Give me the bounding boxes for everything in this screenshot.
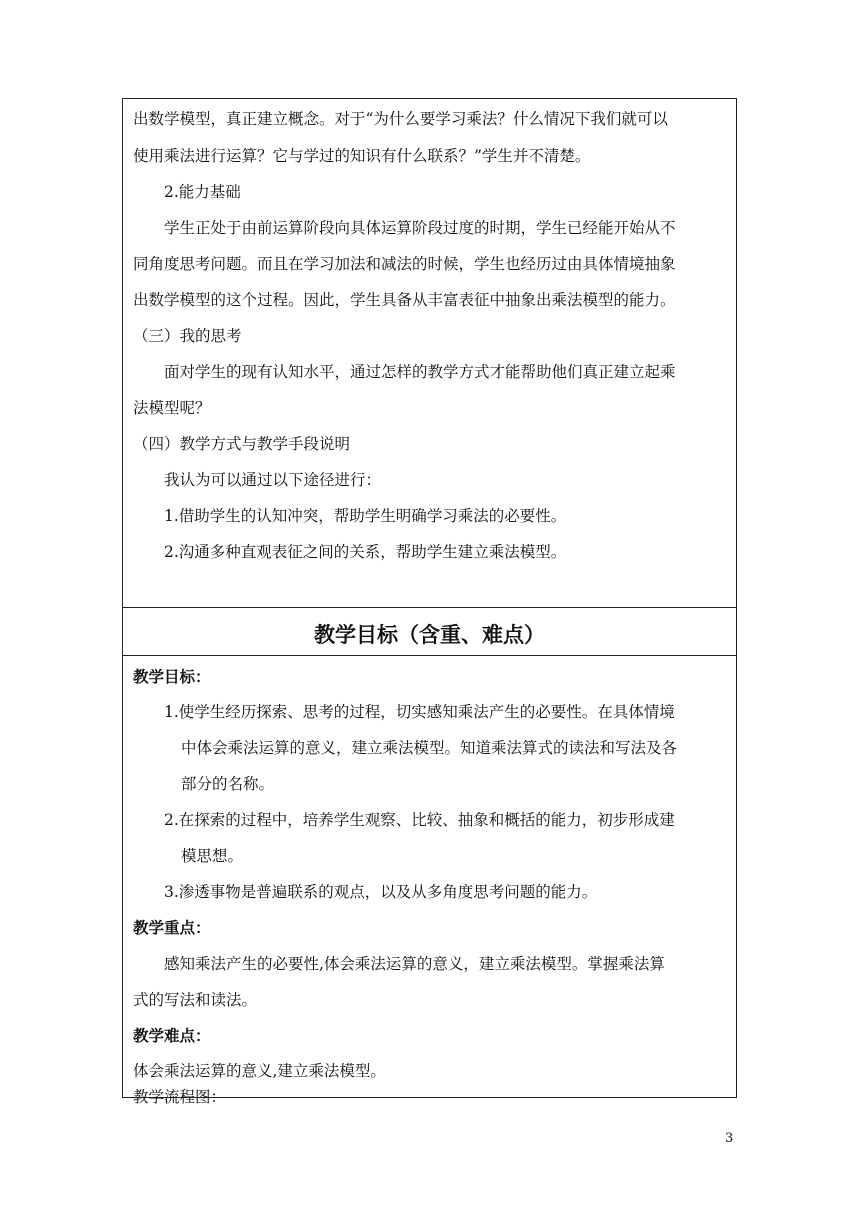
method-title: （四）教学方式与教学手段说明 xyxy=(133,435,351,453)
thinking-text-line: 面对学生的现有认知水平，通过怎样的教学方式才能帮助他们真正建立起乘 xyxy=(164,363,676,381)
page-number: 3 xyxy=(725,1131,734,1146)
section-heading: 教学目标（含重、难点） xyxy=(314,623,545,647)
method-item: 2.沟通多种直观表征之间的关系，帮助学生建立乘法模型。 xyxy=(164,543,567,561)
goals-cell xyxy=(123,655,736,1106)
goal-item-line: 3.渗透事物是普遍联系的观点，以及从多角度思考问题的能力。 xyxy=(164,883,598,901)
goal-item-line: 部分的名称。 xyxy=(181,775,275,793)
key-point-line: 感知乘法产生的必要性,体会乘法运算的意义，建立乘法模型。掌握乘法算 xyxy=(164,955,665,973)
method-item: 1.借助学生的认知冲突，帮助学生明确学习乘法的必要性。 xyxy=(164,507,567,525)
goal-item-line: 中体会乘法运算的意义，建立乘法模型。知道乘法算式的读法和写法及各 xyxy=(181,739,678,757)
analysis-text-line: 使用乘法进行运算？它与学过的知识有什么联系？”学生并不清楚。 xyxy=(133,147,591,165)
thinking-title: （三）我的思考 xyxy=(133,327,242,345)
goals-heading-cell xyxy=(123,607,736,656)
difficult-point-text: 体会乘法运算的意义,建立乘法模型。 xyxy=(133,1062,386,1080)
difficult-point-label: 教学难点： xyxy=(133,1027,211,1045)
ability-text-line: 出数学模型的这个过程。因此，学生具备从丰富表征中抽象出乘法模型的能力。 xyxy=(133,291,676,309)
analysis-text-line: 出数学模型，真正建立概念。对于“为什么要学习乘法？什么情况下我们就可以 xyxy=(133,110,668,128)
goal-item-line: 2.在探索的过程中，培养学生观察、比较、抽象和概括的能力，初步形成建 xyxy=(164,811,675,829)
ability-text-line: 同角度思考问题。而且在学习加法和减法的时候，学生也经历过由具体情境抽象 xyxy=(133,255,676,273)
goal-item-line: 模思想。 xyxy=(181,847,244,865)
method-intro: 我认为可以通过以下途径进行： xyxy=(164,471,382,489)
goal-label: 教学目标： xyxy=(133,668,211,686)
goal-item-line: 1.使学生经历探索、思考的过程，切实感知乘法产生的必要性。在具体情境 xyxy=(164,703,675,721)
key-point-label: 教学重点： xyxy=(133,919,211,937)
ability-text-line: 学生正处于由前运算阶段向具体运算阶段过度的时期，学生已经能开始从不 xyxy=(164,219,676,237)
thinking-text-line: 法模型呢？ xyxy=(133,399,211,417)
student-analysis-cell xyxy=(123,99,736,608)
key-point-line: 式的写法和读法。 xyxy=(133,991,258,1009)
lesson-plan-table xyxy=(122,98,737,1106)
ability-title: 2.能力基础 xyxy=(164,183,241,201)
flow-chart-label: 教学流程图： xyxy=(133,1088,227,1106)
